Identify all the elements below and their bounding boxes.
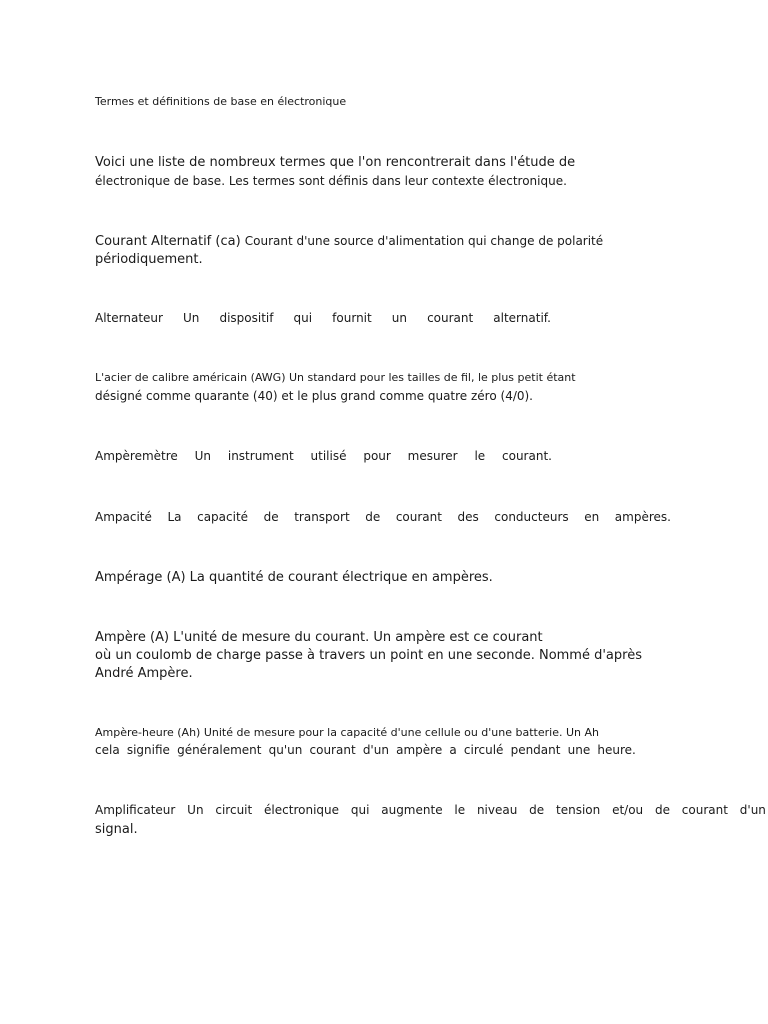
word: courant [309,743,356,757]
word: ampère [396,743,443,757]
word: le [474,449,486,463]
word: alternatif. [493,311,551,325]
word: le [454,803,466,817]
word: courant. [502,449,552,463]
word: courant [427,311,474,325]
word: heure. [597,743,636,757]
word: tension [556,803,601,817]
document-title: Termes et définitions de base en électronique [95,95,347,108]
word: courant [681,803,728,817]
entry-term: Courant Alternatif (ca) [95,234,245,249]
word: dispositif [219,311,274,325]
entry-ampere-line-3: André Ampère. [95,666,193,681]
word: Alternateur [95,311,163,325]
word: Un [187,803,204,817]
word: qui [350,803,370,817]
word: généralement [177,743,262,757]
word: des [457,510,479,524]
word: Ampèremètre [95,449,178,463]
word: une [567,743,591,757]
word: électronique [264,803,340,817]
entry-amperage: Ampérage (A) La quantité de courant électrique en ampères. [95,570,493,585]
word: Amplificateur [95,803,176,817]
word: pendant [510,743,561,757]
entry-ampacite [95,510,671,524]
entry-ampere-line-1: Ampère (A) L'unité de mesure du courant. Un ampère est ce courant [95,630,543,645]
word: d'un [739,803,766,817]
word: utilisé [310,449,347,463]
word: Ampacité [95,510,152,524]
word: en [584,510,600,524]
intro-line-1: Voici une liste de nombreux termes que l'on rencontrerait dans l'étude de [95,155,576,170]
word: courant [395,510,442,524]
word: de [263,510,279,524]
word: capacité [197,510,249,524]
word: et/ou [612,803,644,817]
entry-amperemetre [95,449,552,463]
word: Un [183,311,200,325]
word: fournit [332,311,372,325]
word: a [449,743,457,757]
word: niveau [476,803,518,817]
entry-courant-alternatif-line-2: périodiquement. [95,252,203,267]
word: instrument [227,449,294,463]
word: augmente [381,803,443,817]
entry-awg-line-1: L'acier de calibre américain (AWG) Un standard pour les tailles de fil, le plus petit étant [95,371,576,384]
word: qui [293,311,313,325]
word: un [391,311,407,325]
entry-awg-line-2: désigné comme quarante (40) et le plus grand comme quatre zéro (4/0). [95,389,533,403]
word: signifie [126,743,170,757]
entry-definition: Courant d'une source d'alimentation qui change de polarité [244,234,604,248]
word: d'un [362,743,389,757]
entry-courant-alternatif-line-1 [95,234,603,249]
entry-ampere-heure-line-1: Ampère-heure (Ah) Unité de mesure pour la capacité d'une cellule ou d'une batterie. Un Ah [95,726,599,739]
word: pour [363,449,391,463]
word: La [167,510,182,524]
intro-line-2: électronique de base. Les termes sont définis dans leur contexte électronique. [95,174,567,188]
entry-alternateur [95,311,551,325]
word: mesurer [407,449,458,463]
word: conducteurs [494,510,569,524]
word: de [365,510,381,524]
word: cela [95,743,120,757]
word: transport [294,510,350,524]
word: Un [194,449,212,463]
word: qu'un [268,743,303,757]
word: de [529,803,545,817]
entry-ampere-line-2: où un coulomb de charge passe à travers un point en une seconde. Nommé d'après [95,648,642,663]
word: circulé [463,743,504,757]
word: ampères. [614,510,671,524]
word: circuit [215,803,253,817]
word: de [654,803,670,817]
entry-amplificateur-line-2: signal. [95,822,138,837]
entry-amplificateur-line-1 [95,803,766,817]
entry-ampere-heure-line-2 [95,743,636,757]
